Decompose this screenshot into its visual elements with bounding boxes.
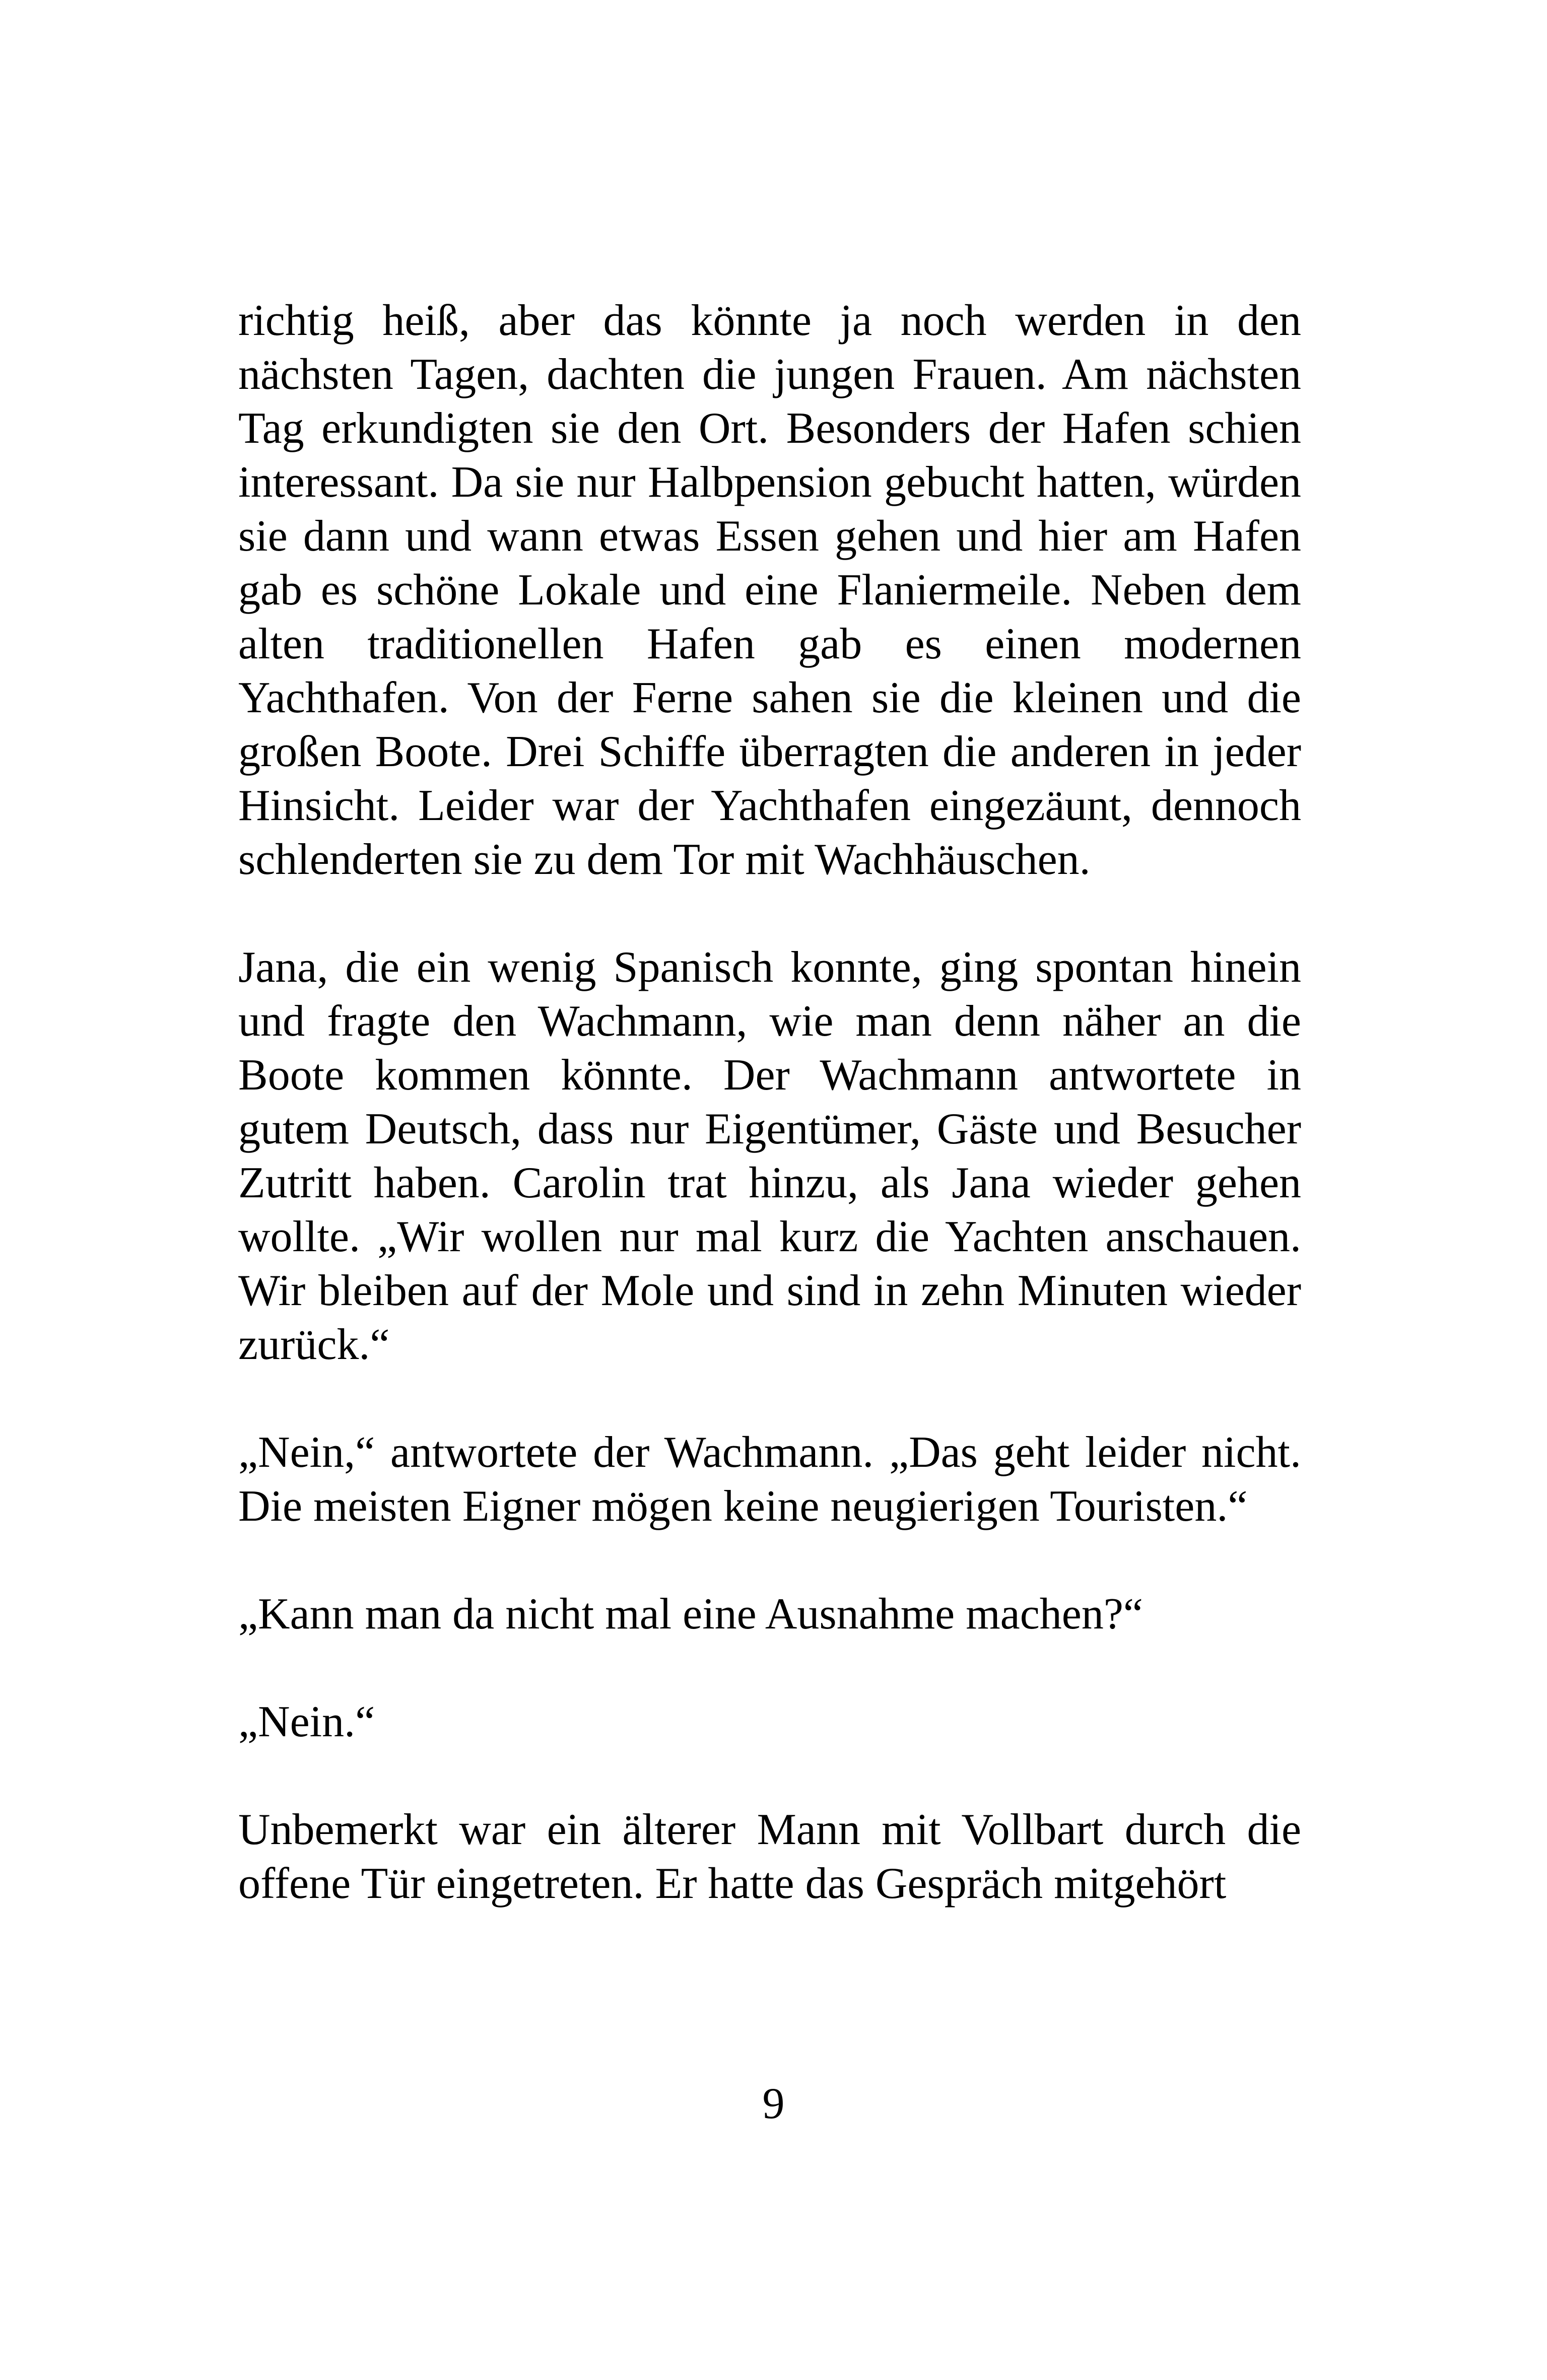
- paragraph: Jana, die ein wenig Spanisch konnte, ging spontan hinein und fragte den Wachmann, wie man denn näher an die Boote kommen könnte. Der Wachmann antwortete in gutem Deutsch, dass nur Eigentümer, Gäste und Besucher Zutritt haben. Carolin trat hinzu, als Jana wieder gehen wollte. „Wir wollen nur mal kurz die Yachten anschauen. Wir bleiben auf der Mole und sind in zehn Minuten wieder zurück.“: [238, 943, 1301, 1369]
- paragraph: Unbemerkt war ein älterer Mann mit Vollbart durch die offene Tür eingetreten. Er hatte das Gespräch mitgehört: [238, 1805, 1301, 1908]
- paragraph: „Nein,“ antwortete der Wachmann. „Das geht leider nicht. Die meisten Eigner mögen keine neugierigen Touristen.“: [238, 1428, 1301, 1531]
- paragraph: richtig heiß, aber das könnte ja noch werden in den nächsten Tagen, dachten die jungen Frauen. Am nächsten Tag erkundigten sie den Ort. Besonders der Hafen schien interessant. Da sie nur Halbpension gebucht hatten, würden sie dann und wann etwas Essen gehen und hier am Hafen gab es schöne Lokale und eine Flaniermeile. Neben dem alten traditionellen Hafen gab es einen modernen Yachthafen. Von der Ferne sahen sie die kleinen und die großen Boote. Drei Schiffe überragten die anderen in jeder Hinsicht. Leider war der Yachthafen eingezäunt, dennoch schlenderten sie zu dem Tor mit Wachhäuschen.: [238, 296, 1301, 884]
- page-number: 9: [762, 2079, 785, 2128]
- paragraph: „Kann man da nicht mal eine Ausnahme machen?“: [238, 1590, 1143, 1639]
- body-text: [238, 294, 1301, 1911]
- paragraph: „Nein.“: [238, 1697, 375, 1746]
